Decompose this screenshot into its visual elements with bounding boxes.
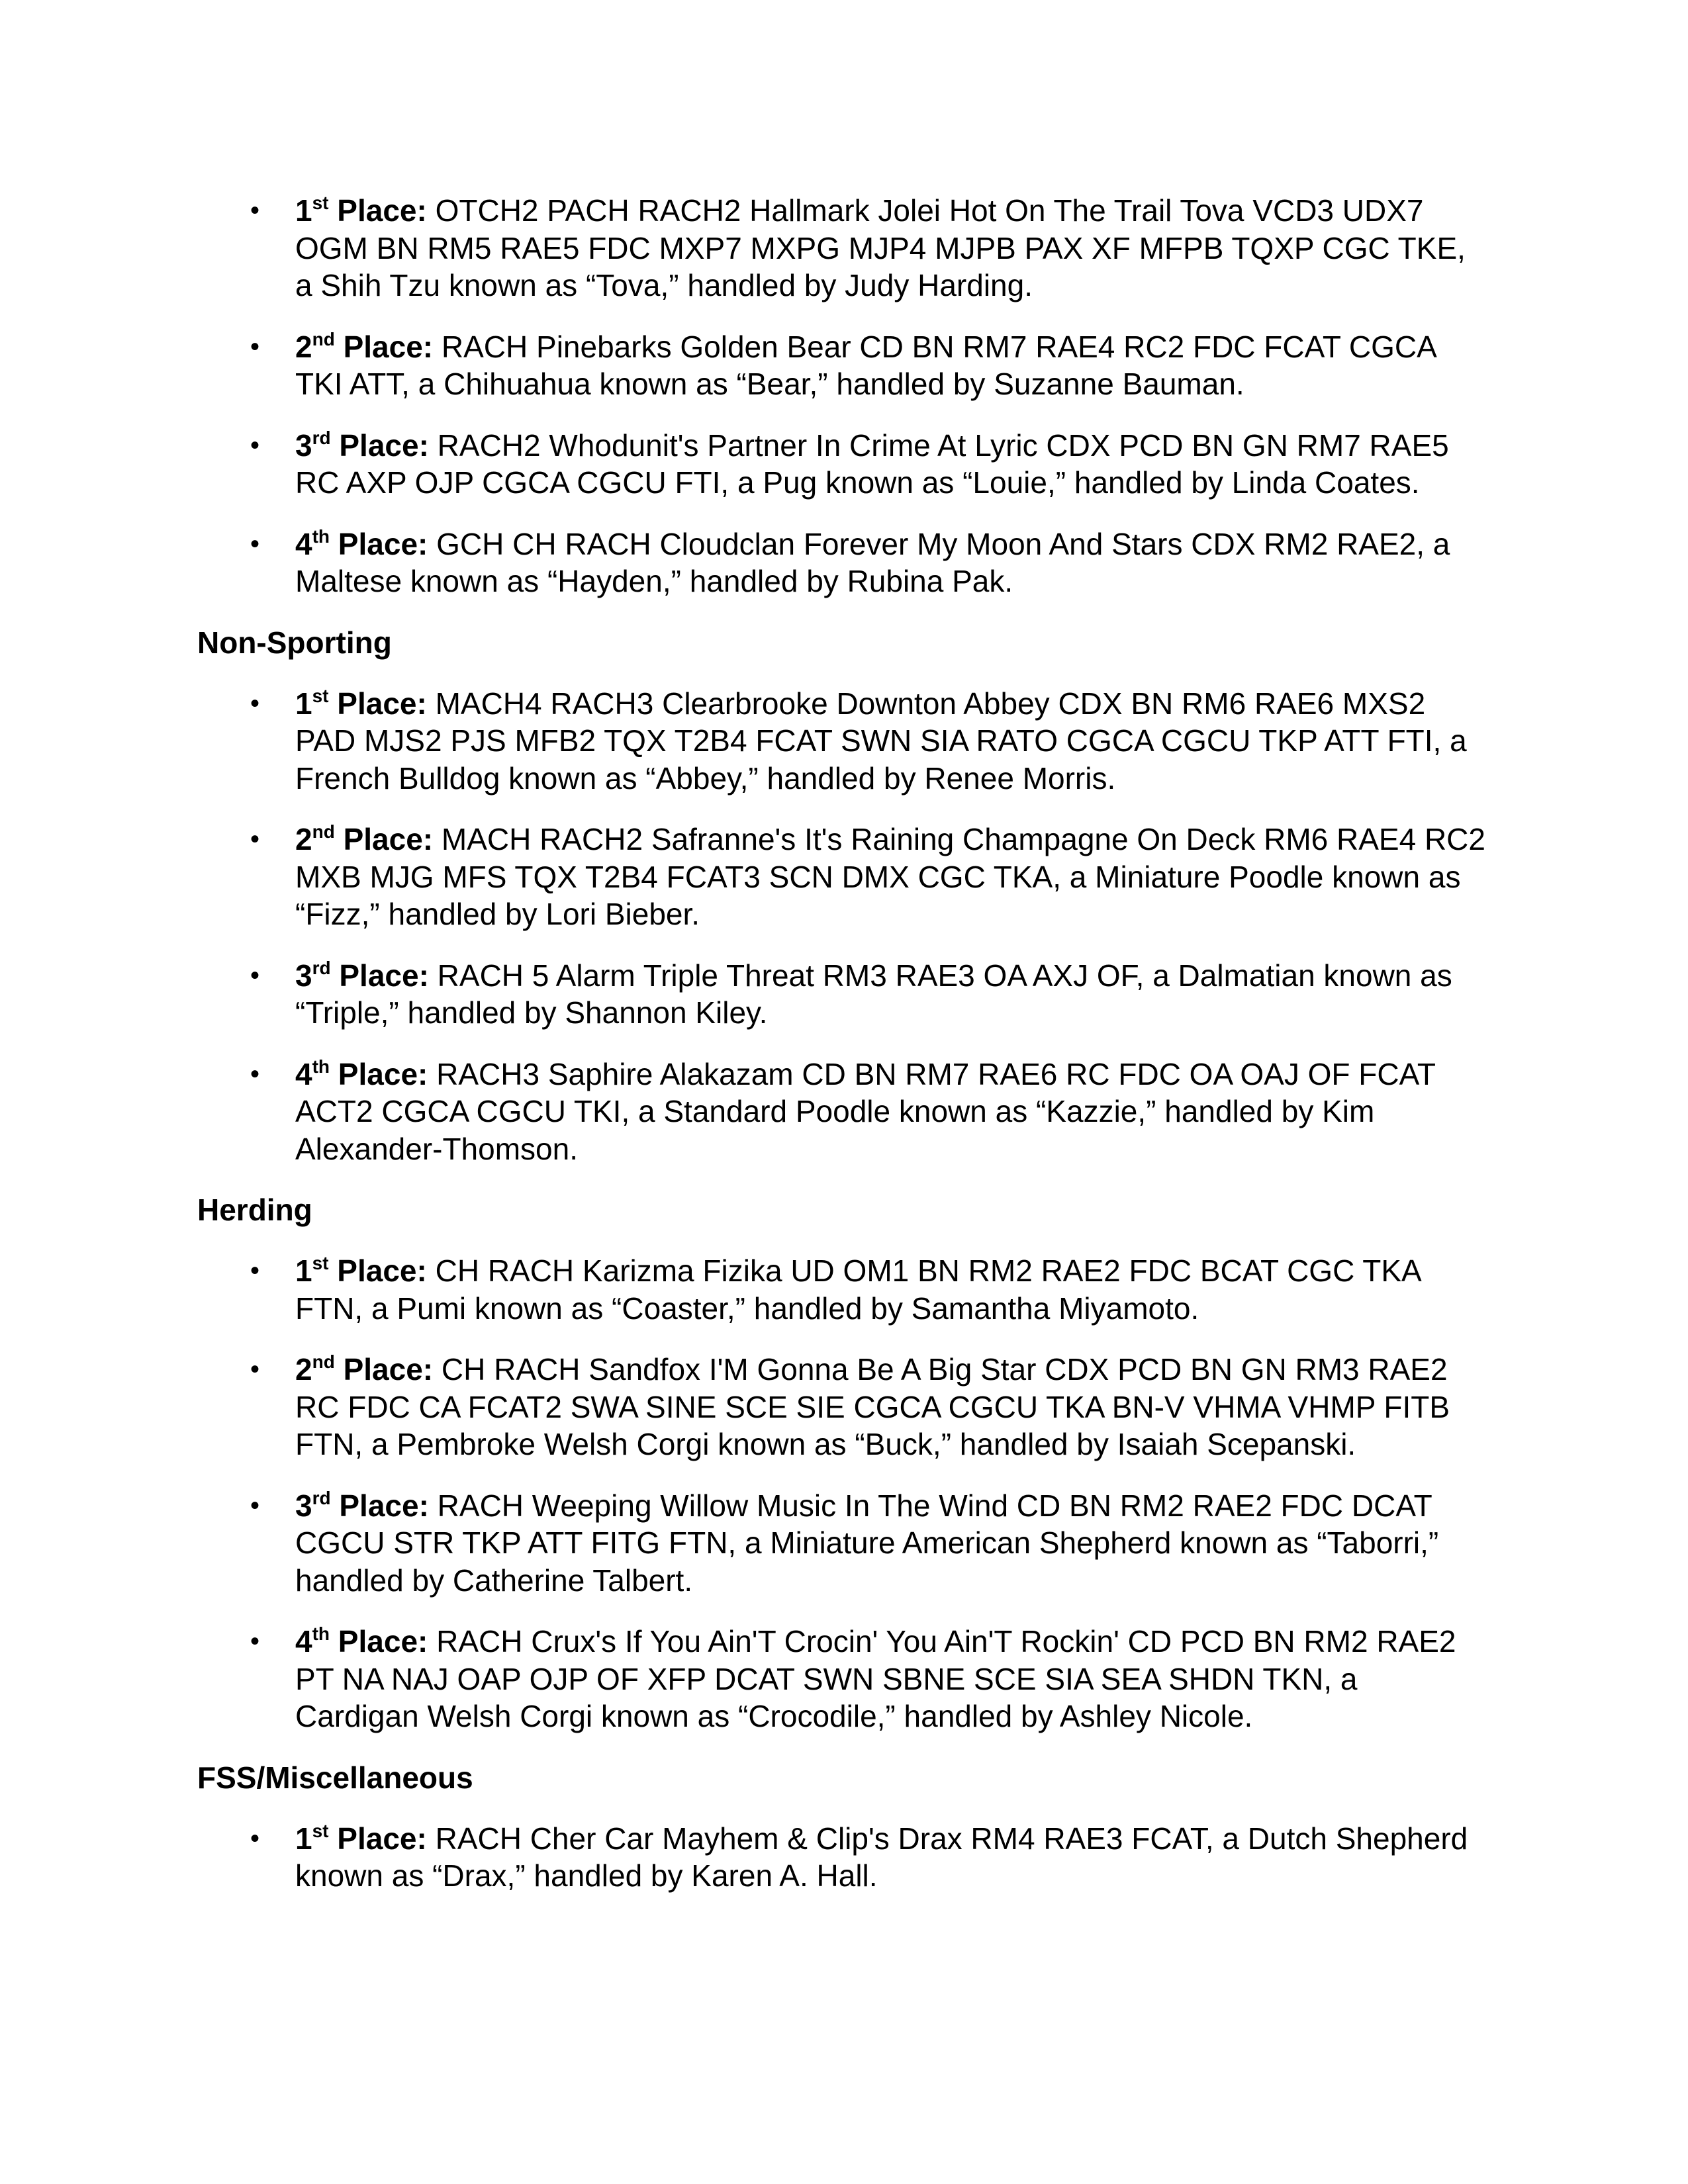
text-line: [295, 685, 1488, 723]
text-line: [295, 760, 1488, 797]
entry-text: a Shih Tzu known as “Tova,” handled by Judy Harding.: [295, 268, 1033, 302]
entry-text: PAD MJS2 PJS MFB2 TQX T2B4 FCAT SWN SIA RATO CGCA CGCU TKP ATT FTI, a: [295, 723, 1467, 758]
text-line: [295, 427, 1488, 465]
place-number: 1: [295, 1253, 312, 1288]
entry-text: RACH Cher Car Mayhem & Clip's Drax RM4 RAE3 FCAT, a Dutch Shepherd: [426, 1821, 1468, 1856]
text-line: [295, 1562, 1488, 1600]
place-label: [295, 330, 433, 364]
placement-list-item: [197, 328, 1488, 403]
place-label: [295, 193, 427, 228]
place-number: 3: [295, 428, 312, 463]
bullet-icon: •: [250, 332, 260, 361]
bullet-icon: •: [250, 1490, 260, 1520]
entry-text: Alexander-Thomson.: [295, 1131, 578, 1166]
text-line: [295, 1623, 1488, 1661]
entry-text: OTCH2 PACH RACH2 Hallmark Jolei Hot On The Trail Tova VCD3 UDX7: [426, 193, 1424, 228]
place-word: Place:: [330, 428, 429, 463]
place-ordinal-suffix: th: [312, 1056, 330, 1077]
place-label: [295, 428, 429, 463]
text-line: [295, 895, 1488, 933]
document-page: [197, 192, 1488, 1919]
text-line: [295, 1056, 1488, 1093]
place-word: Place:: [330, 1624, 428, 1659]
place-word: Place:: [334, 1352, 434, 1387]
bullet-icon: •: [250, 430, 260, 460]
entry-text: ACT2 CGCA CGCU TKI, a Standard Poodle known as “Kazzie,” handled by Kim: [295, 1094, 1375, 1128]
text-line: [295, 1487, 1488, 1525]
text-line: [295, 1130, 1488, 1168]
place-word: Place:: [330, 958, 429, 993]
text-line: [295, 563, 1488, 600]
placement-list-item: [197, 685, 1488, 797]
place-ordinal-suffix: st: [312, 1253, 329, 1273]
entry-text: FTN, a Pembroke Welsh Corgi known as “Buck,” handled by Isaiah Scepanski.: [295, 1427, 1356, 1461]
place-ordinal-suffix: nd: [312, 821, 335, 842]
text-line: [295, 1820, 1488, 1858]
place-word: Place:: [328, 1253, 427, 1288]
entry-text: known as “Drax,” handled by Karen A. Hall.: [295, 1858, 878, 1893]
place-ordinal-suffix: rd: [312, 427, 331, 448]
placement-list-item: [197, 1252, 1488, 1327]
entry-text: CGCU STR TKP ATT FITG FTN, a Miniature American Shepherd known as “Taborri,”: [295, 1525, 1439, 1560]
text-line: [295, 1857, 1488, 1895]
text-line: [295, 994, 1488, 1032]
text-line: [295, 192, 1488, 230]
text-line: [295, 1388, 1488, 1426]
placement-list-item: [197, 525, 1488, 600]
text-line: [295, 1290, 1488, 1328]
entry-text: GCH CH RACH Cloudclan Forever My Moon And Stars CDX RM2 RAE2, a: [428, 526, 1450, 561]
text-line: [295, 957, 1488, 995]
place-label: [295, 1352, 433, 1387]
entry-text: RACH2 Whodunit's Partner In Crime At Lyric CDX PCD BN GN RM7 RAE5: [428, 428, 1449, 463]
bullet-icon: •: [250, 825, 260, 854]
place-label: [295, 1057, 428, 1091]
text-line: [295, 230, 1488, 267]
place-word: Place:: [330, 1488, 429, 1523]
place-number: 4: [295, 526, 312, 561]
place-word: Place:: [334, 822, 434, 856]
text-line: [295, 858, 1488, 896]
place-number: 4: [295, 1056, 312, 1091]
results-section: [197, 624, 1488, 1168]
bullet-icon: •: [250, 1256, 260, 1285]
place-ordinal-suffix: st: [312, 1820, 329, 1841]
entry-text: MXB MJG MFS TQX T2B4 FCAT3 SCN DMX CGC TKA, a Miniature Poodle known as: [295, 859, 1461, 894]
entry-text: RACH Pinebarks Golden Bear CD BN RM7 RAE4 RC2 FDC FCAT CGCA: [433, 329, 1437, 364]
place-number: 3: [295, 958, 312, 993]
place-ordinal-suffix: nd: [312, 1351, 335, 1372]
place-number: 1: [295, 686, 312, 721]
results-section: [197, 1759, 1488, 1895]
place-label: [295, 822, 433, 856]
text-line: [295, 365, 1488, 403]
bullet-icon: •: [250, 529, 260, 559]
text-line: [295, 821, 1488, 858]
place-word: Place:: [328, 686, 427, 721]
place-label: [295, 1253, 427, 1288]
place-ordinal-suffix: nd: [312, 328, 335, 349]
text-line: [295, 1661, 1488, 1698]
entry-text: “Fizz,” handled by Lori Bieber.: [295, 897, 700, 931]
entry-text: FTN, a Pumi known as “Coaster,” handled by Samantha Miyamoto.: [295, 1291, 1199, 1326]
entry-text: RC FDC CA FCAT2 SWA SINE SCE SIE CGCA CGCU TKA BN-V VHMA VHMP FITB: [295, 1389, 1450, 1424]
place-word: Place:: [334, 329, 434, 364]
placement-list-item: [197, 192, 1488, 304]
placement-list-item: [197, 1351, 1488, 1463]
bullet-icon: •: [250, 196, 260, 225]
place-ordinal-suffix: st: [312, 193, 329, 213]
entry-text: RC AXP OJP CGCA CGCU FTI, a Pug known as “Louie,” handled by Linda Coates.: [295, 465, 1420, 500]
results-section: [197, 192, 1488, 600]
place-label: [295, 958, 429, 993]
place-ordinal-suffix: rd: [312, 957, 331, 978]
place-number: 2: [295, 822, 312, 856]
bullet-icon: •: [250, 688, 260, 718]
text-line: [295, 1524, 1488, 1562]
place-number: 2: [295, 1352, 312, 1387]
entry-text: CH RACH Sandfox I'M Gonna Be A Big Star CDX PCD BN GN RM3 RAE2: [433, 1352, 1448, 1387]
place-number: 1: [295, 193, 312, 228]
section-heading: Non-Sporting: [197, 625, 392, 660]
entry-text: MACH RACH2 Safranne's It's Raining Champagne On Deck RM6 RAE4 RC2: [433, 822, 1485, 856]
text-line: [295, 525, 1488, 563]
placement-list-item: [197, 1820, 1488, 1895]
place-label: [295, 686, 427, 721]
text-line: [295, 1426, 1488, 1463]
place-word: Place:: [328, 193, 427, 228]
place-number: 3: [295, 1488, 312, 1523]
place-label: [295, 1624, 428, 1659]
entry-text: RACH 5 Alarm Triple Threat RM3 RAE3 OA AXJ OF, a Dalmatian known as: [428, 958, 1452, 993]
bullet-icon: •: [250, 1627, 260, 1656]
entry-text: Cardigan Welsh Corgi known as “Crocodile,” handled by Ashley Nicole.: [295, 1699, 1253, 1733]
entry-text: RACH Weeping Willow Music In The Wind CD BN RM2 RAE2 FDC DCAT: [428, 1488, 1432, 1523]
placement-list-item: [197, 1623, 1488, 1735]
entry-text: OGM BN RM5 RAE5 FDC MXP7 MXPG MJP4 MJPB PAX XF MFPB TQXP CGC TKE,: [295, 230, 1466, 265]
place-label: [295, 1488, 429, 1523]
bullet-icon: •: [250, 1059, 260, 1089]
entry-text: “Triple,” handled by Shannon Kiley.: [295, 995, 768, 1030]
place-ordinal-suffix: th: [312, 1623, 330, 1644]
text-line: [295, 1252, 1488, 1290]
place-number: 1: [295, 1821, 312, 1856]
text-line: [295, 1698, 1488, 1735]
place-ordinal-suffix: th: [312, 525, 330, 547]
section-heading: FSS/Miscellaneous: [197, 1760, 473, 1795]
place-ordinal-suffix: rd: [312, 1487, 331, 1508]
place-word: Place:: [330, 526, 428, 561]
results-section: [197, 1191, 1488, 1735]
place-label: [295, 1821, 427, 1856]
text-line: [295, 1093, 1488, 1130]
entry-text: RACH3 Saphire Alakazam CD BN RM7 RAE6 RC FDC OA OAJ OF FCAT: [428, 1056, 1436, 1091]
entry-text: Maltese known as “Hayden,” handled by Rubina Pak.: [295, 564, 1013, 598]
place-ordinal-suffix: st: [312, 685, 329, 706]
text-line: [295, 328, 1488, 366]
placement-list-item: [197, 821, 1488, 933]
text-line: [295, 722, 1488, 760]
placement-list-item: [197, 957, 1488, 1032]
place-label: [295, 527, 428, 561]
bullet-icon: •: [250, 1355, 260, 1384]
entry-text: CH RACH Karizma Fizika UD OM1 BN RM2 RAE2 FDC BCAT CGC TKA: [426, 1253, 1422, 1288]
place-word: Place:: [330, 1056, 428, 1091]
place-word: Place:: [328, 1821, 427, 1856]
section-heading: Herding: [197, 1193, 312, 1227]
entry-text: RACH Crux's If You Ain'T Crocin' You Ain'T Rockin' CD PCD BN RM2 RAE2: [428, 1624, 1456, 1659]
placement-list-item: [197, 1056, 1488, 1168]
placement-list-item: [197, 427, 1488, 502]
placement-list-item: [197, 1487, 1488, 1600]
bullet-icon: •: [250, 1823, 260, 1853]
place-number: 4: [295, 1624, 312, 1659]
entry-text: TKI ATT, a Chihuahua known as “Bear,” handled by Suzanne Bauman.: [295, 367, 1244, 401]
text-line: [295, 1351, 1488, 1388]
place-number: 2: [295, 329, 312, 364]
bullet-icon: •: [250, 960, 260, 990]
entry-text: MACH4 RACH3 Clearbrooke Downton Abbey CDX BN RM6 RAE6 MXS2: [426, 686, 1426, 721]
entry-text: French Bulldog known as “Abbey,” handled by Renee Morris.: [295, 760, 1116, 796]
entry-text: handled by Catherine Talbert.: [295, 1563, 693, 1598]
entry-text: PT NA NAJ OAP OJP OF XFP DCAT SWN SBNE SCE SIA SEA SHDN TKN, a: [295, 1661, 1358, 1696]
text-line: [295, 464, 1488, 502]
text-line: [295, 267, 1488, 304]
